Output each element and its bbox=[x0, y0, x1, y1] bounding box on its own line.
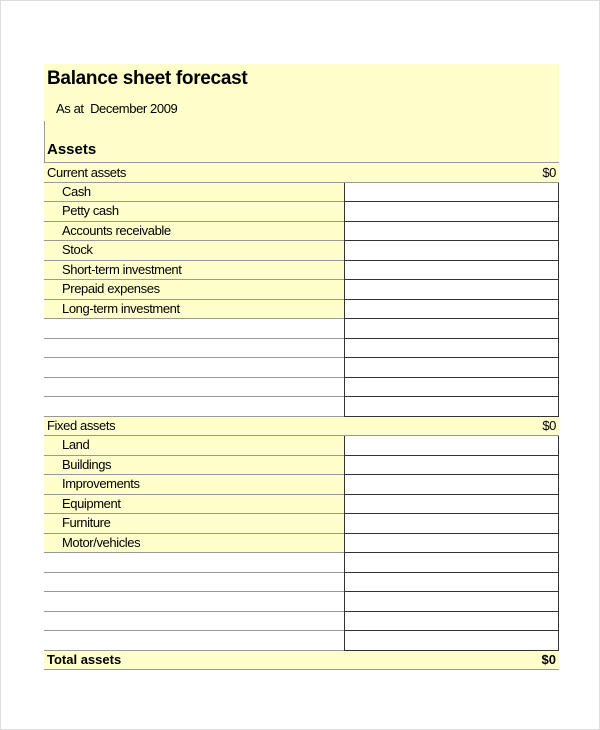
total-assets-row bbox=[44, 651, 559, 671]
line-item-label[interactable]: Motor/vehicles bbox=[44, 534, 344, 554]
total-label: Total assets bbox=[47, 652, 122, 668]
line-item-label[interactable]: Stock bbox=[44, 241, 344, 261]
sheet-header bbox=[44, 64, 559, 163]
line-item-row bbox=[44, 358, 559, 378]
fixed-assets-header bbox=[44, 417, 559, 437]
line-item-value[interactable] bbox=[344, 612, 559, 632]
line-item-row bbox=[44, 183, 559, 203]
line-item-row bbox=[44, 202, 559, 222]
line-item-value[interactable] bbox=[344, 202, 559, 222]
line-item-row bbox=[44, 534, 559, 554]
line-item-row bbox=[44, 495, 559, 515]
section-total: $0 bbox=[542, 164, 556, 180]
line-item-label[interactable]: Accounts receivable bbox=[44, 222, 344, 242]
divider bbox=[44, 121, 45, 162]
line-item-label[interactable]: Petty cash bbox=[44, 202, 344, 222]
line-item-row bbox=[44, 339, 559, 359]
sheet-title: Balance sheet forecast bbox=[47, 68, 248, 89]
line-item-row bbox=[44, 475, 559, 495]
line-item-label[interactable] bbox=[44, 358, 344, 378]
line-item-row bbox=[44, 261, 559, 281]
line-item-value[interactable] bbox=[344, 183, 559, 203]
as-at-label: As at bbox=[56, 101, 84, 116]
line-item-value[interactable] bbox=[344, 378, 559, 398]
line-item-row bbox=[44, 631, 559, 651]
line-item-row bbox=[44, 397, 559, 417]
line-item-label[interactable] bbox=[44, 378, 344, 398]
line-item-label[interactable]: Buildings bbox=[44, 456, 344, 476]
line-item-label[interactable]: Improvements bbox=[44, 475, 344, 495]
balance-sheet bbox=[44, 64, 559, 670]
line-item-row bbox=[44, 378, 559, 398]
line-item-label[interactable] bbox=[44, 339, 344, 359]
line-item-row bbox=[44, 300, 559, 320]
line-item-label[interactable]: Furniture bbox=[44, 514, 344, 534]
line-item-label[interactable] bbox=[44, 573, 344, 593]
line-item-value[interactable] bbox=[344, 534, 559, 554]
line-item-label[interactable]: Short-term investment bbox=[44, 261, 344, 281]
line-item-label[interactable]: Cash bbox=[44, 183, 344, 203]
line-item-label[interactable] bbox=[44, 592, 344, 612]
line-item-label[interactable]: Equipment bbox=[44, 495, 344, 515]
line-item-value[interactable] bbox=[344, 475, 559, 495]
line-item-value[interactable] bbox=[344, 573, 559, 593]
line-item-label[interactable]: Prepaid expenses bbox=[44, 280, 344, 300]
line-item-value[interactable] bbox=[344, 592, 559, 612]
line-item-value[interactable] bbox=[344, 241, 559, 261]
line-item-value[interactable] bbox=[344, 514, 559, 534]
line-item-value[interactable] bbox=[344, 358, 559, 378]
total-value: $0 bbox=[541, 652, 556, 668]
line-item-row bbox=[44, 592, 559, 612]
line-item-value[interactable] bbox=[344, 280, 559, 300]
line-item-row bbox=[44, 280, 559, 300]
current-assets-header bbox=[44, 163, 559, 183]
line-item-value[interactable] bbox=[344, 300, 559, 320]
line-item-label[interactable]: Long-term investment bbox=[44, 300, 344, 320]
line-item-value[interactable] bbox=[344, 222, 559, 242]
line-item-value[interactable] bbox=[344, 261, 559, 281]
line-item-row bbox=[44, 456, 559, 476]
line-item-value[interactable] bbox=[344, 436, 559, 456]
line-item-value[interactable] bbox=[344, 397, 559, 417]
line-item-value[interactable] bbox=[344, 631, 559, 651]
line-item-label[interactable] bbox=[44, 631, 344, 651]
assets-heading: Assets bbox=[47, 141, 97, 158]
current-assets-rows bbox=[44, 183, 559, 417]
line-item-row bbox=[44, 553, 559, 573]
as-at-date[interactable]: December 2009 bbox=[90, 101, 178, 116]
line-item-row bbox=[44, 573, 559, 593]
line-item-value[interactable] bbox=[344, 495, 559, 515]
line-item-label[interactable] bbox=[44, 553, 344, 573]
line-item-row bbox=[44, 612, 559, 632]
section-total: $0 bbox=[542, 418, 556, 434]
line-item-value[interactable] bbox=[344, 553, 559, 573]
as-at-line bbox=[56, 101, 177, 116]
section-label: Fixed assets bbox=[47, 418, 116, 434]
line-item-value[interactable] bbox=[344, 319, 559, 339]
line-item-row bbox=[44, 514, 559, 534]
line-item-label[interactable]: Land bbox=[44, 436, 344, 456]
line-item-label[interactable] bbox=[44, 612, 344, 632]
line-item-value[interactable] bbox=[344, 339, 559, 359]
line-item-value[interactable] bbox=[344, 456, 559, 476]
line-item-row bbox=[44, 241, 559, 261]
fixed-assets-rows bbox=[44, 436, 559, 651]
line-item-row bbox=[44, 222, 559, 242]
line-item-row bbox=[44, 319, 559, 339]
line-item-label[interactable] bbox=[44, 397, 344, 417]
line-item-label[interactable] bbox=[44, 319, 344, 339]
line-item-row bbox=[44, 436, 559, 456]
section-label: Current assets bbox=[47, 164, 126, 180]
